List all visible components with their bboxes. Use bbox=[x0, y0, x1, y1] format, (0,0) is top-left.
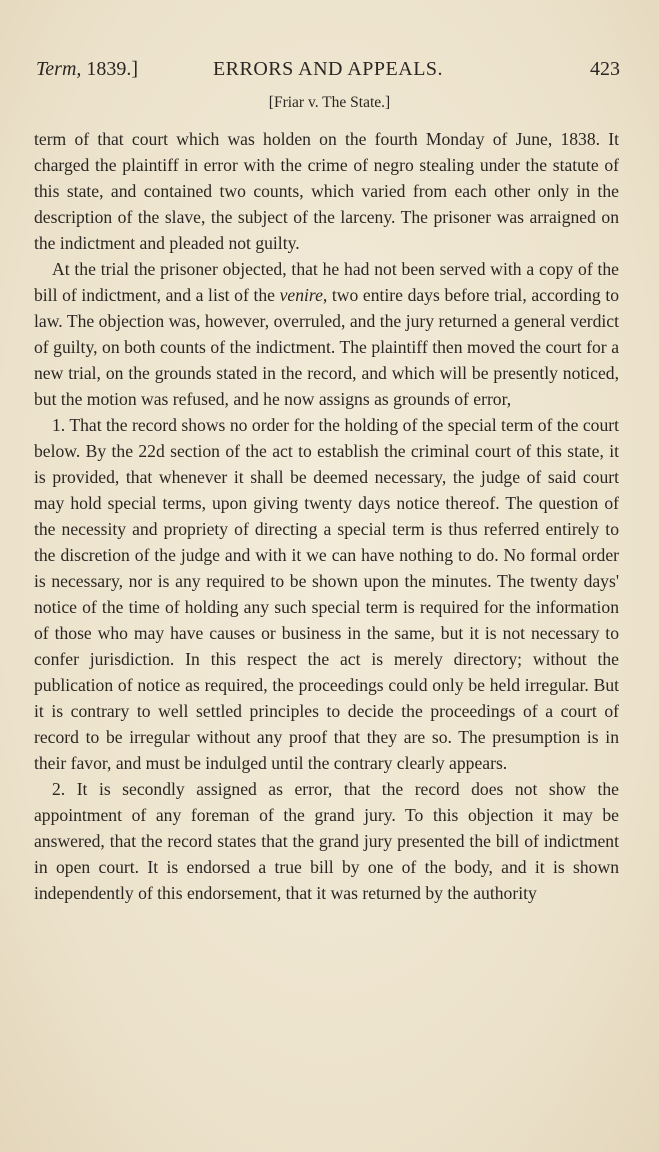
paragraph-4: 2. It is secondly assigned as error, that the record does not show the appointment of any foreman of the grand jury. To this objection it may be answered, that the record states that the grand jury presented the bill of indictment in open court. It is endorsed a true bill by one of the body, and it is shown independently of this endorsement, that it was returned by the authority bbox=[34, 779, 619, 903]
paragraph-2-italic: venire bbox=[279, 285, 323, 305]
paragraph-2-part-2: , two entire days before trial, according to law. The objection was, however, overruled, and the jury returned a general verdict of guilty, on both counts of the indictment. The plaintiff then moved the court for a new trial, on the grounds stated in the record, and which will be presently noticed, but the motion was refused, and he now assigns as grounds of error, bbox=[34, 285, 619, 409]
header-term-year: 1839.] bbox=[81, 58, 139, 80]
paragraph-1: term of that court which was holden on the fourth Monday of June, 1838. It charged the plaintiff in error with the crime of negro stealing under the statute of this state, and contained two counts, which varied from each other only in the description of the slave, the subject of the larceny. The prisoner was arraigned on the indictment and pleaded not guilty. bbox=[34, 129, 619, 253]
paragraph-3: 1. That the record shows no order for the holding of the special term of the court below. By the 22d section of the act to establish the criminal court of this state, it is provided, that whenever it shall be deemed necessary, the judge of said court may hold special terms, upon giving twenty days notice thereof. The question of the necessity and propriety of directing a special term is thus referred entirely to the discretion of the judge and with it we can have nothing to do. No formal order is necessary, nor is any required to be shown upon the minutes. The twenty days' notice of the time of holding any such special term is required for the information of those who may have causes or business in the same, but it is not necessary to confer jurisdiction. In this respect the act is merely directory; without the publication of notice as required, the proceedings could only be held irregular. But it is contrary to well settled principles to decide the proceedings of a court of record to be irregular without any proof that they are so. The presumption is in their favor, and must be indulged until the contrary clearly appears. bbox=[34, 415, 619, 773]
header-term-label: Term, bbox=[36, 58, 82, 80]
paragraph-2 bbox=[34, 256, 619, 412]
paragraph-2-part-1: At the trial the prisoner objected, that he had not been served with a copy of the bill of indictment, and a list of the bbox=[34, 259, 619, 305]
header-title: ERRORS AND APPEALS. bbox=[212, 58, 444, 80]
running-header bbox=[36, 56, 620, 82]
body-text bbox=[34, 126, 619, 906]
page-number: 423 bbox=[590, 58, 620, 80]
case-caption: [Friar v. The State.] bbox=[268, 94, 391, 111]
